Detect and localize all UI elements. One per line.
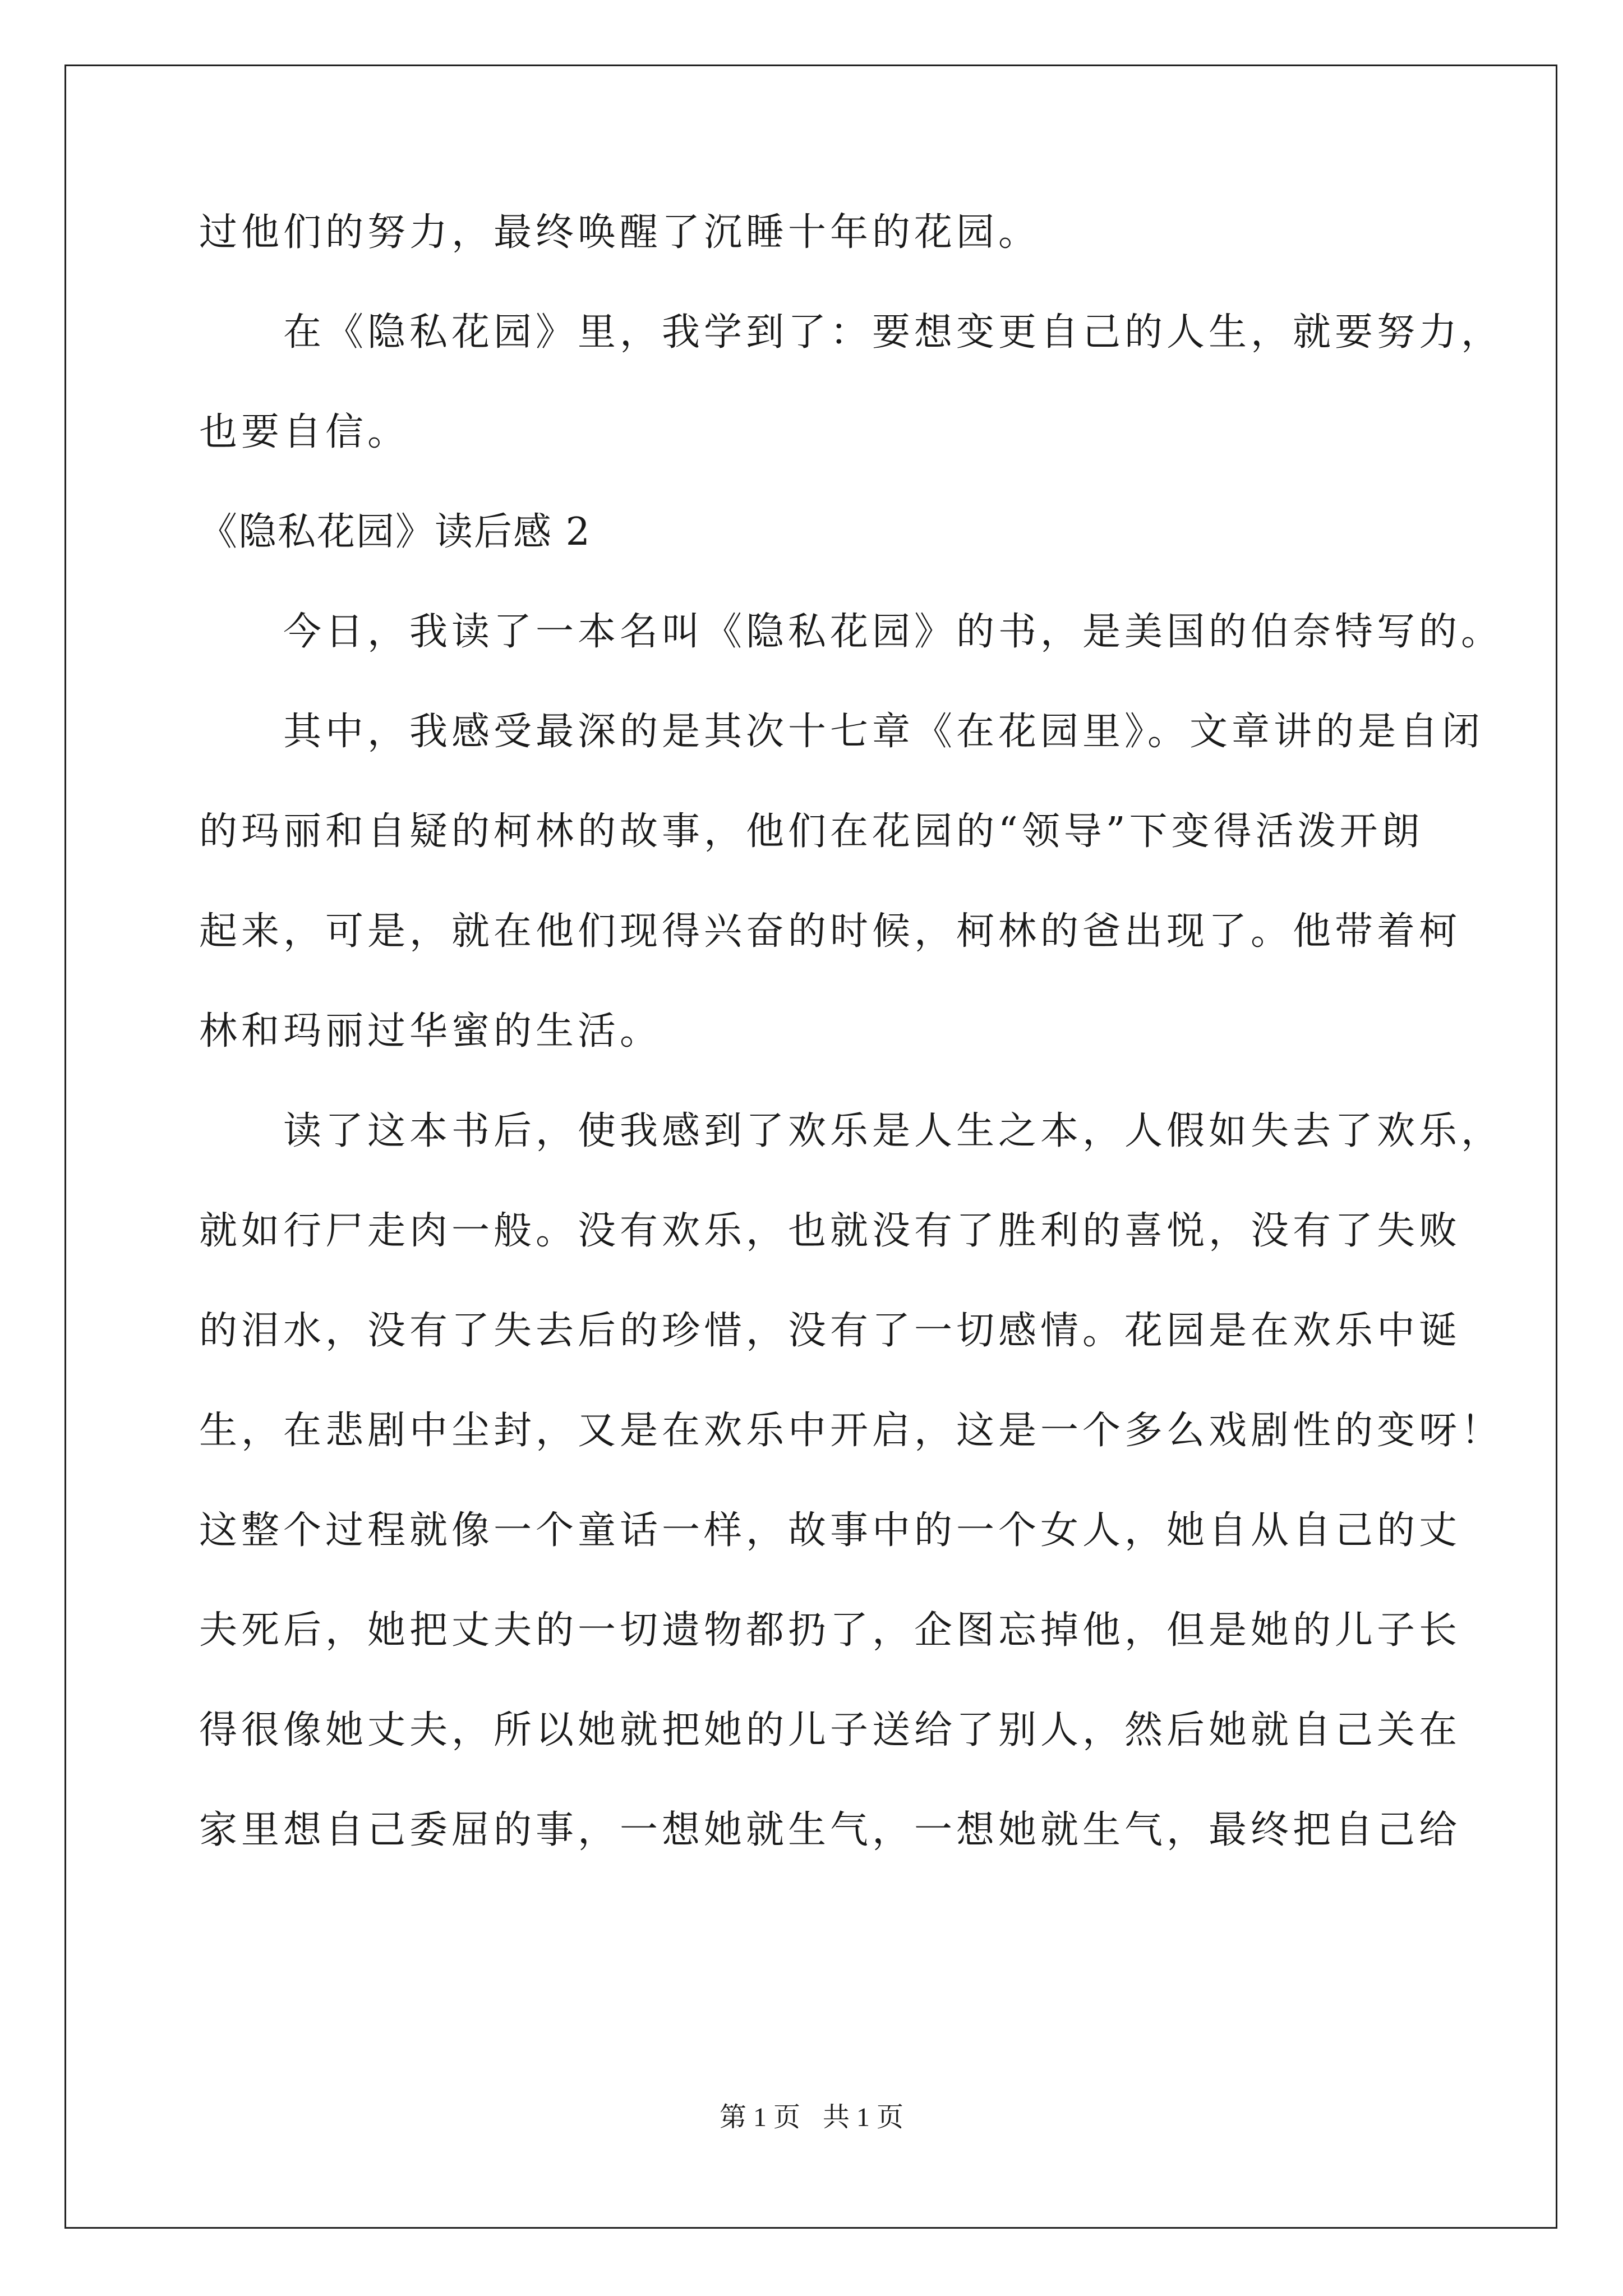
text-line: 就如行尸走肉一般。没有欢乐，也就没有了胜利的喜悦，没有了失败: [199, 1209, 1461, 1253]
section-heading: 《隐私花园》读后感 2: [199, 510, 591, 554]
text-line: 夫死后，她把丈夫的一切遗物都扔了，企图忘掉他，但是她的儿子长: [199, 1608, 1461, 1653]
text-line: 的泪水，没有了失去后的珍惜，没有了一切感情。花园是在欢乐中诞: [199, 1309, 1461, 1353]
text-line: 过他们的努力，最终唤醒了沉睡十年的花园。: [199, 210, 1041, 255]
page-footer: [0, 2101, 1623, 2134]
text-line: 也要自信。: [199, 410, 410, 454]
text-line: 这整个过程就像一个童话一样，故事中的一个女人，她自从自己的丈: [199, 1508, 1461, 1553]
text-line: 得很像她丈夫，所以她就把她的儿子送给了别人，然后她就自己关在: [199, 1708, 1461, 1752]
page-number: 第 1 页: [719, 2102, 800, 2132]
text-line: 生，在悲剧中尘封，又是在欢乐中开启，这是一个多么戏剧性的变呀！: [199, 1409, 1504, 1453]
paragraph-line: 今日，我读了一本名叫《隐私花园》的书，是美国的伯奈特写的。: [283, 610, 1504, 654]
paragraph-line: 其中，我感受最深的是其次十七章《在花园里》。文章讲的是自闭: [283, 710, 1484, 754]
text-line: 林和玛丽过华蜜的生活。: [199, 1009, 662, 1053]
document-body: [199, 208, 1504, 1905]
text-line: 起来，可是，就在他们现得兴奋的时候，柯林的爸出现了。他带着柯: [199, 909, 1461, 954]
paragraph-line: 读了这本书后，使我感到了欢乐是人生之本，人假如失去了欢乐，: [283, 1109, 1504, 1153]
text-line: 的玛丽和自疑的柯林的故事，他们在花园的“领导”下变得活泼开朗: [199, 809, 1424, 854]
paragraph-line: 在《隐私花园》里，我学到了：要想变更自己的人生，就要努力，: [283, 310, 1504, 355]
text-line: 家里想自己委屈的事，一想她就生气，一想她就生气，最终把自己给: [199, 1808, 1461, 1852]
page-total: 共 1 页: [823, 2102, 904, 2132]
